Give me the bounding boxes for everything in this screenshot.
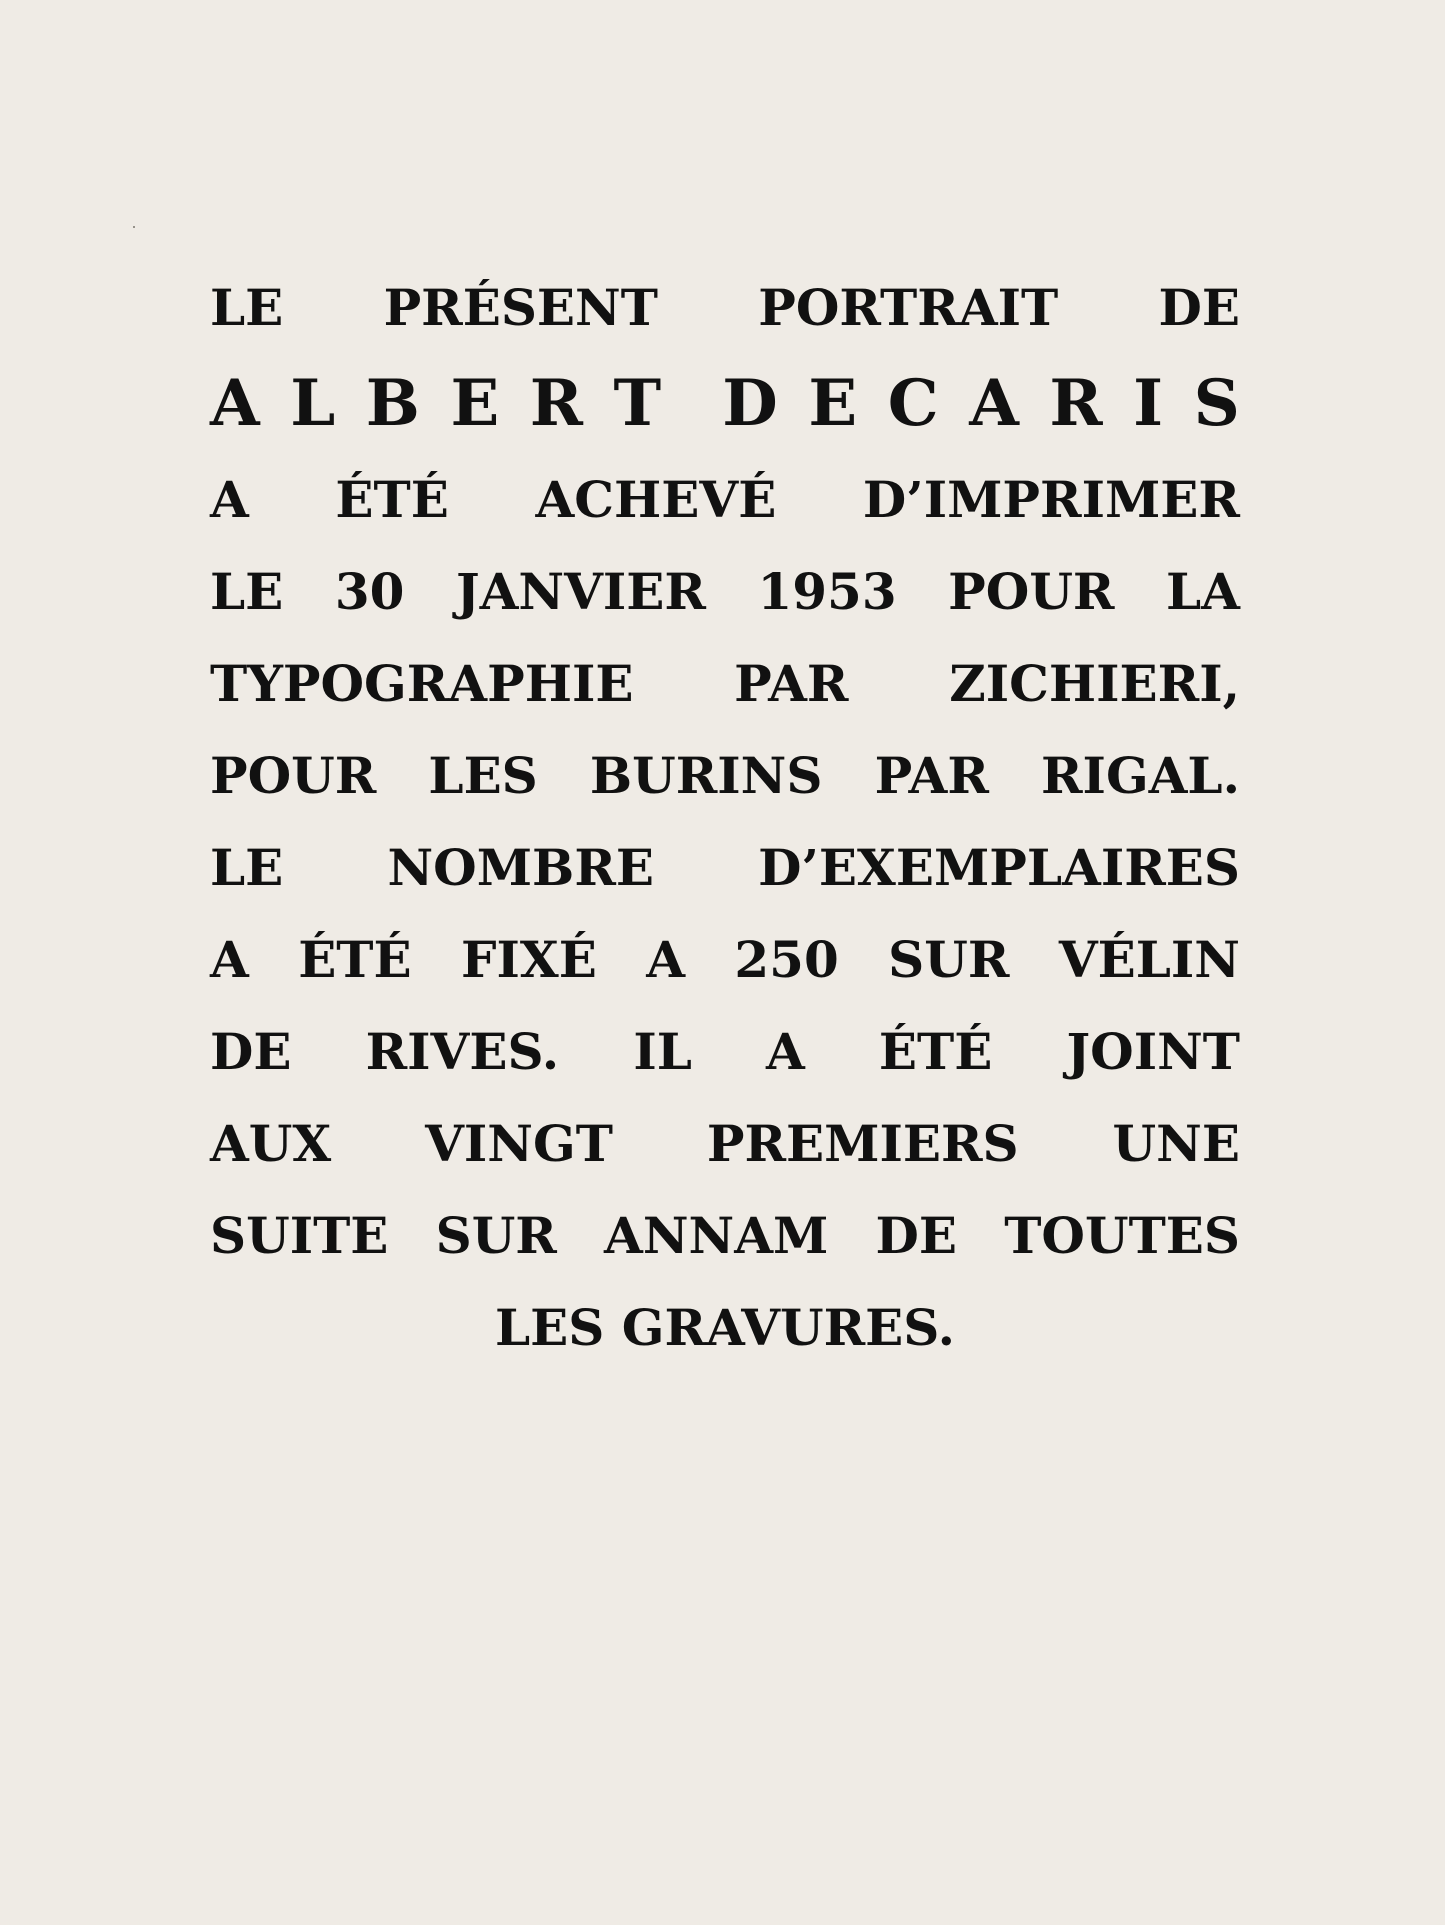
- colophon-word: ÉTÉ: [878, 1022, 993, 1081]
- colophon-line: [210, 638, 1240, 730]
- artist-name-letter: E: [808, 366, 858, 441]
- colophon-word: NOMBRE: [387, 838, 654, 897]
- colophon-word: A: [210, 470, 249, 529]
- colophon-word: 30: [334, 562, 405, 621]
- artist-name-letter: D: [722, 366, 778, 441]
- colophon-word: A: [766, 1022, 805, 1081]
- colophon-word: VINGT: [425, 1114, 613, 1173]
- colophon-word: ÉTÉ: [298, 930, 412, 989]
- artist-name-letter: T: [613, 366, 662, 441]
- colophon-word: DE: [1158, 278, 1240, 337]
- artist-name-letter: C: [887, 366, 939, 441]
- colophon-word: RIVES.: [365, 1022, 560, 1081]
- colophon-last-line: [210, 1282, 1240, 1374]
- colophon-word: POUR: [210, 746, 377, 805]
- colophon-word: 1953: [757, 562, 897, 621]
- colophon-line: [210, 546, 1240, 638]
- artist-name-letter: I: [1133, 366, 1164, 441]
- colophon-word: D’EXEMPLAIRES: [758, 838, 1240, 897]
- artist-name-letter: R: [529, 366, 583, 441]
- colophon-word: PAR: [874, 746, 989, 805]
- colophon-word: SUR: [435, 1206, 557, 1265]
- colophon-word: VÉLIN: [1058, 930, 1240, 989]
- colophon-word: TOUTES: [1004, 1206, 1240, 1265]
- artist-name-letter: E: [450, 366, 500, 441]
- colophon-word: JANVIER: [455, 562, 706, 621]
- colophon-word: PORTRAIT: [758, 278, 1059, 337]
- artist-name-letter: L: [290, 366, 336, 441]
- colophon-word: ZICHIERI,: [949, 654, 1240, 713]
- colophon-line: [210, 730, 1240, 822]
- colophon-word: LE: [210, 838, 284, 897]
- colophon-word: LE: [210, 278, 284, 337]
- colophon-word: A: [210, 930, 249, 989]
- colophon-text-block: [210, 262, 1240, 1374]
- colophon-word: SUR: [888, 930, 1010, 989]
- colophon-word: TYPOGRAPHIE: [210, 654, 634, 713]
- colophon-word: AUX: [210, 1114, 332, 1173]
- colophon-word: LES: [428, 746, 538, 805]
- artist-name-letter: A: [969, 366, 1019, 441]
- colophon-word: SUITE: [210, 1206, 389, 1265]
- colophon-line: [210, 1098, 1240, 1190]
- colophon-word: PAR: [734, 654, 849, 713]
- colophon-word: DE: [875, 1206, 958, 1265]
- colophon-word: UNE: [1112, 1114, 1240, 1173]
- colophon-word: RIGAL.: [1041, 746, 1240, 805]
- colophon-word: LA: [1166, 562, 1240, 621]
- colophon-word: DE: [210, 1022, 292, 1081]
- artist-name-letter: A: [210, 366, 260, 441]
- colophon-word: BURINS: [589, 746, 823, 805]
- colophon-word: PRÉSENT: [383, 278, 658, 337]
- colophon-word: IL: [633, 1022, 692, 1081]
- colophon-word: ÉTÉ: [335, 470, 449, 529]
- artist-name-letter: R: [1049, 366, 1103, 441]
- colophon-line: [210, 1190, 1240, 1282]
- paper-speck: [133, 226, 135, 228]
- colophon-word: FIXÉ: [461, 930, 597, 989]
- colophon-line: [210, 914, 1240, 1006]
- colophon-word: ACHEVÉ: [535, 470, 777, 529]
- colophon-word: LE: [210, 562, 284, 621]
- artist-name-letter: S: [1193, 366, 1240, 441]
- colophon-word: D’IMPRIMER: [862, 470, 1240, 529]
- colophon-line: [210, 454, 1240, 546]
- colophon-word: A: [646, 930, 685, 989]
- colophon-word: PREMIERS: [706, 1114, 1019, 1173]
- artist-name-line: [210, 354, 1240, 454]
- colophon-word: 250: [734, 930, 839, 989]
- colophon-word: POUR: [948, 562, 1115, 621]
- colophon-word: JOINT: [1066, 1022, 1240, 1081]
- artist-name-letter: B: [365, 366, 420, 441]
- colophon-word: LES GRAVURES.: [495, 1298, 955, 1357]
- colophon-line: [210, 1006, 1240, 1098]
- colophon-word: ANNAM: [604, 1206, 829, 1265]
- colophon-line: [210, 822, 1240, 914]
- colophon-line: [210, 262, 1240, 354]
